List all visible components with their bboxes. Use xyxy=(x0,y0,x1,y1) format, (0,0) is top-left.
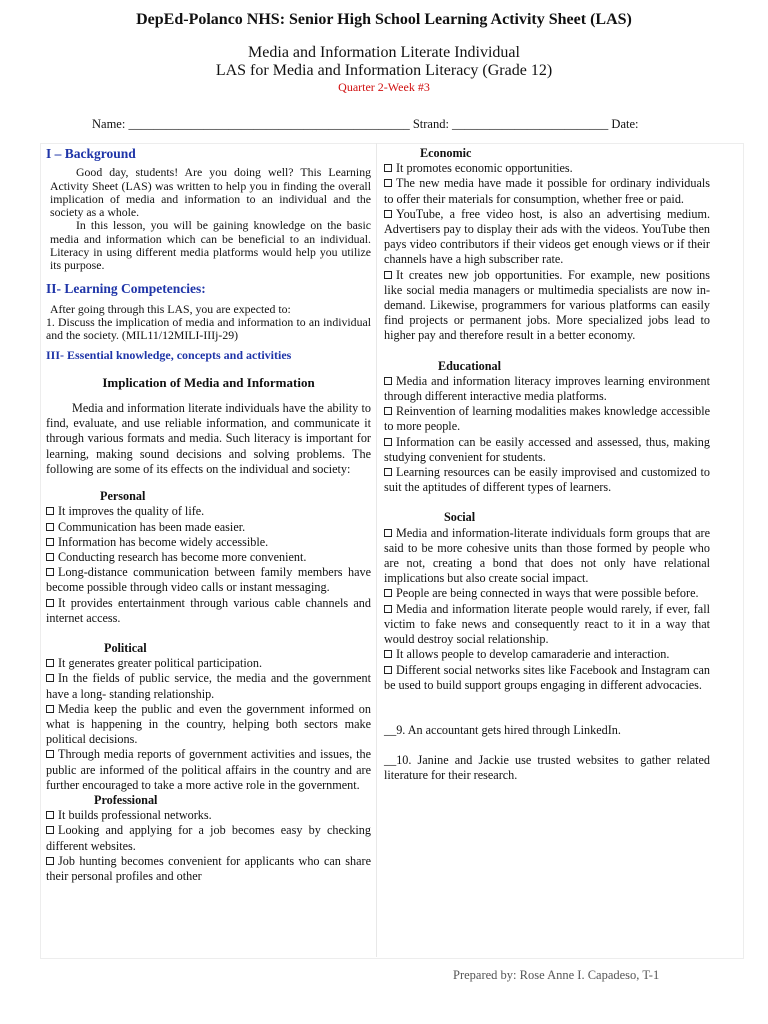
subject-title: Media and Information Literate Individual xyxy=(248,44,520,61)
social-list xyxy=(384,526,710,693)
checkbox-icon xyxy=(46,705,54,713)
bullet-text: It builds professional networks. xyxy=(58,808,212,823)
checkbox-icon xyxy=(384,164,392,172)
educational-item xyxy=(384,404,710,434)
economic-item xyxy=(384,161,710,176)
checkbox-icon xyxy=(46,674,54,682)
checkbox-icon xyxy=(46,826,54,834)
essential-heading: III- Essential knowledge, concepts and activities xyxy=(46,347,292,362)
bullet-text: Long-distance communication between family members have become possible through video calls or instant messaging. xyxy=(46,565,371,595)
checkbox-icon xyxy=(384,468,392,476)
checkbox-icon xyxy=(384,589,392,597)
political-item xyxy=(46,656,371,671)
personal-item xyxy=(46,565,371,595)
bullet-text: It allows people to develop camaraderie and interaction. xyxy=(396,647,670,662)
personal-item xyxy=(46,596,371,626)
background-heading: I – Background xyxy=(46,146,136,161)
economic-item xyxy=(384,176,710,206)
personal-item xyxy=(46,535,371,550)
right-column xyxy=(384,146,710,784)
bullet-text: It provides entertainment through various cable channels and internet access. xyxy=(46,595,371,625)
checkbox-icon xyxy=(384,210,392,218)
bullet-text: Information has become widely accessible. xyxy=(58,534,269,549)
background-paragraph-2: In this lesson, you will be gaining knowledge on the basic media and information which can be beneficial to an individual. Literacy in using different media platforms would help you utilize its purpose. xyxy=(50,218,371,273)
bullet-text: Communication has been made easier. xyxy=(58,519,246,534)
checkbox-icon xyxy=(384,377,392,385)
bullet-text: Job hunting becomes convenient for applicants who can share their personal profiles and other xyxy=(46,853,371,883)
bullet-text: YouTube, a free video host, is also an advertising medium. Advertisers pay to display their ads with the videos. YouTube then pays video contributors if their videos get enough views or if their channels have a high subscriber rate. xyxy=(384,206,710,267)
professional-item xyxy=(46,823,371,853)
bullet-text: Media keep the public and even the government informed on what is happening in the country, helping both sectors make political decisions. xyxy=(46,701,371,747)
social-item xyxy=(384,663,710,693)
social-heading: Social xyxy=(444,510,476,525)
checkbox-icon xyxy=(384,529,392,537)
column-divider xyxy=(376,143,377,957)
bullet-text: Learning resources can be easily improvised and customized to suit the aptitudes of different types of learners. xyxy=(384,465,710,495)
competencies-heading: II- Learning Competencies: xyxy=(46,280,206,296)
personal-item xyxy=(46,504,371,519)
checkbox-icon xyxy=(46,811,54,819)
educational-heading: Educational xyxy=(438,358,501,373)
professional-item xyxy=(46,854,371,884)
bullet-text: Reinvention of learning modalities makes knowledge accessible to more people. xyxy=(384,404,710,434)
political-heading: Political xyxy=(104,640,147,655)
checkbox-icon xyxy=(46,750,54,758)
personal-heading: Personal xyxy=(100,489,146,504)
left-column xyxy=(46,146,371,884)
economic-heading: Economic xyxy=(420,146,472,160)
checkbox-icon xyxy=(384,666,392,674)
educational-list xyxy=(384,374,710,496)
checkbox-icon xyxy=(46,523,54,531)
checkbox-icon xyxy=(46,507,54,515)
political-item xyxy=(46,671,371,701)
economic-item xyxy=(384,268,710,344)
social-item xyxy=(384,526,710,587)
political-item xyxy=(46,747,371,793)
checkbox-icon xyxy=(384,605,392,613)
quarter-label: Quarter 2-Week #3 xyxy=(338,80,430,94)
bullet-text: Conducting research has become more convenient. xyxy=(58,549,307,564)
social-item xyxy=(384,602,710,648)
educational-item xyxy=(384,435,710,465)
economic-item xyxy=(384,207,710,268)
bullet-text: Information can be easily accessed and assessed, thus, making studying convenient for students. xyxy=(384,434,710,464)
bullet-text: People are being connected in ways that were possible before. xyxy=(396,586,699,601)
las-title: LAS for Media and Information Literacy (Grade 12) xyxy=(215,62,553,79)
background-paragraph-1: Good day, students! Are you doing well? This Learning Activity Sheet (LAS) was written to help you in finding the overall implication of media and information to an individual and the society as a whole. xyxy=(50,165,371,220)
checkbox-icon xyxy=(46,568,54,576)
checkbox-icon xyxy=(384,407,392,415)
student-info-line: Name: _____________________________________________ Strand: _________________________ Date: xyxy=(92,117,639,131)
professional-item xyxy=(46,808,371,823)
bullet-text: It promotes economic opportunities. xyxy=(396,161,573,176)
question-10: __10. Janine and Jackie use trusted websites to gather related literature for their research. xyxy=(384,753,710,783)
checkbox-icon xyxy=(384,438,392,446)
personal-item xyxy=(46,520,371,535)
political-item xyxy=(46,702,371,748)
bullet-text: The new media have made it possible for ordinary individuals to offer their materials for consumption, whether free or paid. xyxy=(384,176,710,206)
bullet-text: Different social networks sites like Facebook and Instagram can be used to build support groups engaging in different advocacies. xyxy=(384,662,710,692)
bullet-text: Media and information literate people would rarely, if ever, fall victim to fake news and consequently react to it in a way that would destroy social relationship. xyxy=(384,601,710,647)
bullet-text: Media and information literacy improves learning environment through different interactive media platforms. xyxy=(384,373,710,404)
economic-list xyxy=(384,161,710,343)
personal-item xyxy=(46,550,371,565)
checkbox-icon xyxy=(46,659,54,667)
implication-paragraph: Media and information literate individuals have the ability to find, evaluate, and use reliable information, and communicate it through various formats and media. Such literacy is important for learning, making sound decisions and solving problems. The following are some of its effects on the individual and society: xyxy=(46,401,371,476)
bullet-text: Media and information-literate individuals form groups that are said to be more cohesive units than those formed by people who are not, creating a bond that does not only have relational implications but also create social impact. xyxy=(384,525,710,586)
social-item xyxy=(384,647,710,662)
social-item xyxy=(384,586,710,601)
checkbox-icon xyxy=(46,599,54,607)
checkbox-icon xyxy=(384,650,392,658)
bullet-text: Through media reports of government activities and issues, the public are informed of the political affairs in the country and are further encouraged to take a more active role in the government. xyxy=(46,747,371,792)
competencies-intro: After going through this LAS, you are expected to: xyxy=(50,301,291,316)
school-header: DepEd-Polanco NHS: Senior High School Learning Activity Sheet (LAS) xyxy=(136,11,632,28)
question-9: __9. An accountant gets hired through LinkedIn. xyxy=(384,722,621,737)
personal-list xyxy=(46,504,371,626)
bullet-text: It creates new job opportunities. For example, new positions like social media managers or multimedia specialists are now in-demand. Likewise, programmers for various platforms can easily find projects or permanent jobs. More specialized jobs lead to higher pay and therefore result in a better economy. xyxy=(384,267,710,343)
professional-list xyxy=(46,808,371,884)
political-list xyxy=(46,656,371,793)
checkbox-icon xyxy=(46,857,54,865)
competencies-item: 1. Discuss the implication of media and information to an individual and the society. (MIL11/12MILI-IIIj-29) xyxy=(46,315,371,343)
professional-heading: Professional xyxy=(94,792,158,807)
educational-item xyxy=(384,465,710,495)
bullet-text: It improves the quality of life. xyxy=(58,504,205,519)
bullet-text: Looking and applying for a job becomes easy by checking different websites. xyxy=(46,823,371,853)
educational-item xyxy=(384,374,710,404)
checkbox-icon xyxy=(46,538,54,546)
checkbox-icon xyxy=(384,179,392,187)
prepared-by: Prepared by: Rose Anne I. Capadeso, T-1 xyxy=(453,968,660,982)
checkbox-icon xyxy=(384,271,392,279)
bullet-text: It generates greater political participation. xyxy=(58,656,263,671)
implication-title: Implication of Media and Information xyxy=(102,374,315,390)
checkbox-icon xyxy=(46,553,54,561)
bullet-text: In the fields of public service, the media and the government have a long- standing relationship. xyxy=(46,671,371,701)
